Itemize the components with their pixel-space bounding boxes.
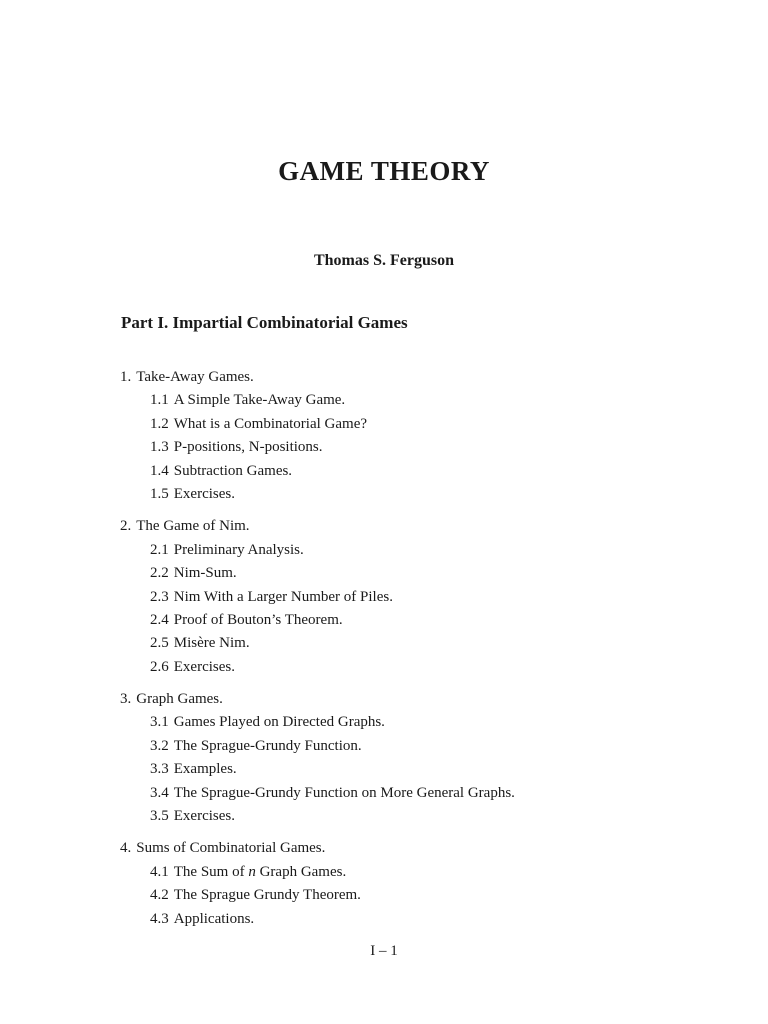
toc-chapter-heading xyxy=(120,515,680,538)
toc-chapter-number: 4. xyxy=(120,840,132,857)
toc-section-number: 1.2 xyxy=(150,415,169,432)
toc-section-title: Exercises. xyxy=(173,658,235,675)
toc-section-title-post: Graph Games. xyxy=(255,863,347,880)
toc-section xyxy=(120,711,680,734)
toc-chapter-heading xyxy=(120,366,680,389)
toc-section-title: Nim With a Larger Number of Piles. xyxy=(173,588,393,605)
toc-chapter-number: 2. xyxy=(120,518,132,535)
toc-section-title: A Simple Take-Away Game. xyxy=(173,392,346,409)
toc-chapter-title: Sums of Combinatorial Games. xyxy=(136,840,326,857)
toc-section xyxy=(120,735,680,758)
toc-chapter-title: Take-Away Games. xyxy=(136,369,254,385)
toc-section-title: The Sprague Grundy Theorem. xyxy=(173,887,361,904)
toc-chapter xyxy=(120,688,680,828)
toc-chapter-number: 3. xyxy=(120,691,132,708)
toc-chapter xyxy=(120,837,680,931)
toc-section-number: 3.3 xyxy=(150,761,169,778)
toc-section-number: 3.2 xyxy=(150,737,169,754)
toc-section-number: 4.2 xyxy=(150,887,169,904)
toc-section xyxy=(120,460,680,483)
toc-section-title: P-positions, N-positions. xyxy=(173,439,323,456)
toc-section-title: Exercises. xyxy=(173,485,235,502)
toc-section-number: 3.1 xyxy=(150,714,169,731)
toc-section xyxy=(120,758,680,781)
toc-section-number: 2.4 xyxy=(150,611,169,628)
toc-section-number: 3.5 xyxy=(150,808,169,825)
toc-section-title: Exercises. xyxy=(173,808,235,825)
toc-section-number: 1.4 xyxy=(150,462,169,479)
toc-chapter-heading xyxy=(120,837,680,860)
toc-section-title-pre: The Sum of xyxy=(173,863,249,880)
toc-section-title: Preliminary Analysis. xyxy=(173,541,304,558)
toc-section-number: 2.3 xyxy=(150,588,169,605)
toc-chapter xyxy=(120,366,680,506)
toc-chapter xyxy=(120,515,680,679)
toc-section xyxy=(120,656,680,679)
toc-section-number: 2.5 xyxy=(150,635,169,652)
toc-section-number: 4.1 xyxy=(150,863,169,880)
toc-section xyxy=(120,782,680,805)
toc-section xyxy=(120,884,680,907)
toc-section-title: Subtraction Games. xyxy=(173,462,293,479)
toc-section-title: Proof of Bouton’s Theorem. xyxy=(173,611,343,628)
toc-section xyxy=(120,586,680,609)
toc-section xyxy=(120,562,680,585)
toc-section-title: Misère Nim. xyxy=(173,635,250,652)
toc-section xyxy=(120,908,680,931)
toc-section-number: 1.3 xyxy=(150,439,169,456)
page-number: I – 1 xyxy=(370,943,398,959)
toc-section xyxy=(120,805,680,828)
toc-section-title: Applications. xyxy=(173,910,255,927)
table-of-contents xyxy=(120,366,680,940)
document-author: Thomas S. Ferguson xyxy=(313,252,455,269)
toc-section-title: Examples. xyxy=(173,761,237,778)
toc-section-title: What is a Combinatorial Game? xyxy=(173,415,368,432)
toc-section-number: 3.4 xyxy=(150,784,169,801)
toc-section xyxy=(120,539,680,562)
document-title: GAME THEORY xyxy=(278,156,490,186)
toc-section-title: Games Played on Directed Graphs. xyxy=(173,714,385,731)
toc-section-number: 2.2 xyxy=(150,565,169,582)
toc-section-title: Nim-Sum. xyxy=(173,565,237,582)
toc-section xyxy=(120,413,680,436)
toc-chapter-number: 1. xyxy=(120,369,132,385)
toc-chapter-title: The Game of Nim. xyxy=(136,518,250,535)
toc-section xyxy=(120,436,680,459)
toc-section-number: 1.5 xyxy=(150,485,169,502)
part-heading: Part I. Impartial Combinatorial Games xyxy=(121,313,408,332)
toc-chapter-title: Graph Games. xyxy=(136,691,223,708)
toc-section-title: The Sprague-Grundy Function. xyxy=(173,737,362,754)
toc-section xyxy=(120,389,680,412)
toc-section-title xyxy=(174,864,346,880)
toc-section xyxy=(120,861,680,884)
toc-section xyxy=(120,483,680,506)
toc-section-number: 2.6 xyxy=(150,658,169,675)
toc-section xyxy=(120,632,680,655)
toc-section-number: 4.3 xyxy=(150,910,169,927)
toc-section-number: 2.1 xyxy=(150,541,169,558)
toc-section-number: 1.1 xyxy=(150,392,169,409)
toc-chapter-heading xyxy=(120,688,680,711)
toc-section-title-variable: n xyxy=(248,863,256,880)
toc-section-title: The Sprague-Grundy Function on More General Graphs. xyxy=(173,784,515,801)
toc-section xyxy=(120,609,680,632)
